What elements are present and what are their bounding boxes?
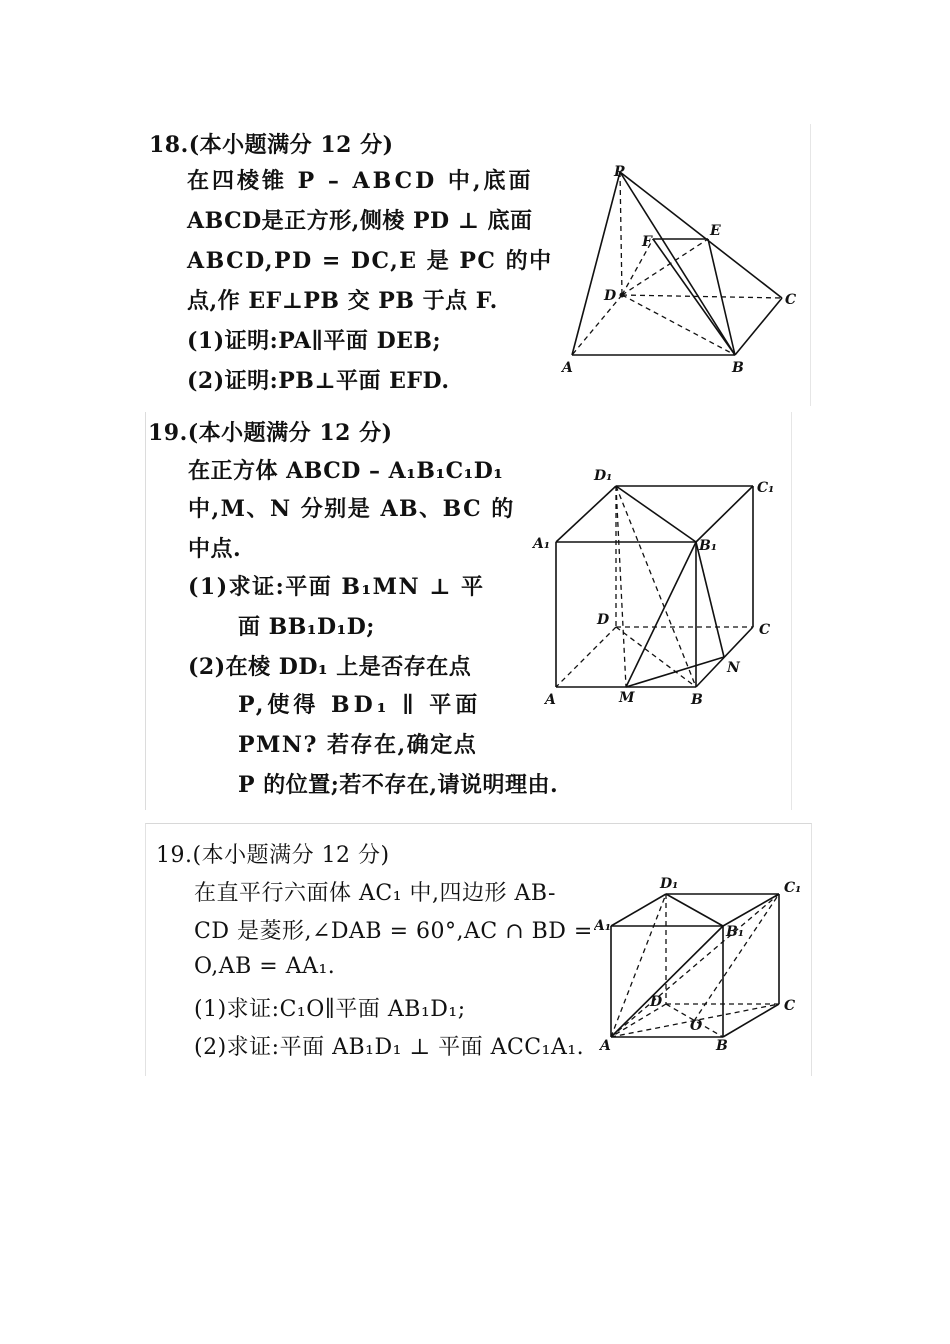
- vertex-label: N: [727, 660, 740, 676]
- problem-text-line: O,AB = AA₁.: [194, 954, 336, 979]
- problem-19-cube-panel: [145, 412, 792, 810]
- vertex-label: B: [732, 360, 744, 376]
- vertex-label: D: [597, 612, 610, 628]
- problem-text-line: 中点.: [188, 536, 242, 562]
- problem-title: 19.(本小题满分 12 分): [156, 843, 390, 868]
- problem-text-line: (1)证明:PA∥平面 DEB;: [187, 328, 442, 354]
- vertex-label: C: [784, 998, 796, 1014]
- problem-text-line: 在四棱锥 P – ABCD 中,底面: [187, 168, 534, 194]
- problem-title: 19.(本小题满分 12 分): [148, 420, 393, 446]
- vertex-label: F: [642, 234, 652, 250]
- vertex-label: D₁: [594, 468, 613, 484]
- problem-text-line: (2)证明:PB⊥平面 EFD.: [187, 368, 450, 394]
- vertex-label: A₁: [594, 918, 611, 934]
- vertex-label: O: [690, 1018, 703, 1034]
- problem-19-parallelepiped-panel: [145, 823, 812, 1076]
- problem-text-line: 在正方体 ABCD – A₁B₁C₁D₁: [188, 458, 504, 484]
- problem-text-line: PMN? 若存在,确定点: [238, 732, 478, 758]
- parallelepiped-figure: [594, 874, 809, 1052]
- vertex-label: A: [545, 692, 556, 708]
- problem-text-line: ABCD是正方形,侧棱 PD ⊥ 底面: [187, 208, 533, 234]
- problem-text-line: (1)求证:C₁O∥平面 AB₁D₁;: [194, 997, 466, 1022]
- vertex-label: A: [600, 1038, 611, 1052]
- vertex-label: E: [710, 223, 721, 239]
- cube-figure: [531, 462, 786, 712]
- vertex-label: C₁: [757, 480, 775, 496]
- vertex-label: B: [691, 692, 703, 708]
- problem-18-panel: [145, 124, 811, 406]
- vertex-label: D: [604, 288, 617, 304]
- problem-text-line: ABCD,PD = DC,E 是 PC 的中: [187, 248, 553, 274]
- vertex-label: C₁: [784, 880, 802, 896]
- problem-text-line: (2)在棱 DD₁ 上是否存在点: [188, 654, 472, 680]
- vertex-label: C: [785, 292, 797, 308]
- problem-title: 18.(本小题满分 12 分): [149, 132, 394, 158]
- vertex-label: D₁: [660, 876, 679, 892]
- problem-text-line: P,使得 BD₁ ∥ 平面: [238, 692, 482, 718]
- vertex-label: A₁: [533, 536, 550, 552]
- vertex-label: A: [562, 360, 573, 376]
- vertex-label: B₁: [726, 924, 744, 940]
- problem-text-line: 点,作 EF⊥PB 交 PB 于点 F.: [187, 288, 498, 314]
- vertex-label: B: [716, 1038, 728, 1052]
- problem-text-line: (2)求证:平面 AB₁D₁ ⊥ 平面 ACC₁A₁.: [194, 1035, 585, 1060]
- problem-text-line: 面 BB₁D₁D;: [238, 614, 375, 640]
- vertex-label: M: [619, 690, 635, 706]
- vertex-label: P: [614, 164, 625, 180]
- problem-text-line: 中,M、N 分别是 AB、BC 的: [188, 496, 515, 522]
- vertex-label: B₁: [699, 538, 717, 554]
- problem-text-line: (1)求证:平面 B₁MN ⊥ 平: [188, 574, 485, 600]
- problem-text-line: P 的位置;若不存在,请说明理由.: [238, 772, 559, 798]
- problem-text-line: 在直平行六面体 AC₁ 中,四边形 AB-: [194, 881, 556, 906]
- vertex-label: D: [650, 994, 663, 1010]
- vertex-label: C: [759, 622, 771, 638]
- problem-text-line: CD 是菱形,∠DAB = 60°,AC ∩ BD =: [194, 919, 593, 944]
- pyramid-figure: [560, 162, 800, 377]
